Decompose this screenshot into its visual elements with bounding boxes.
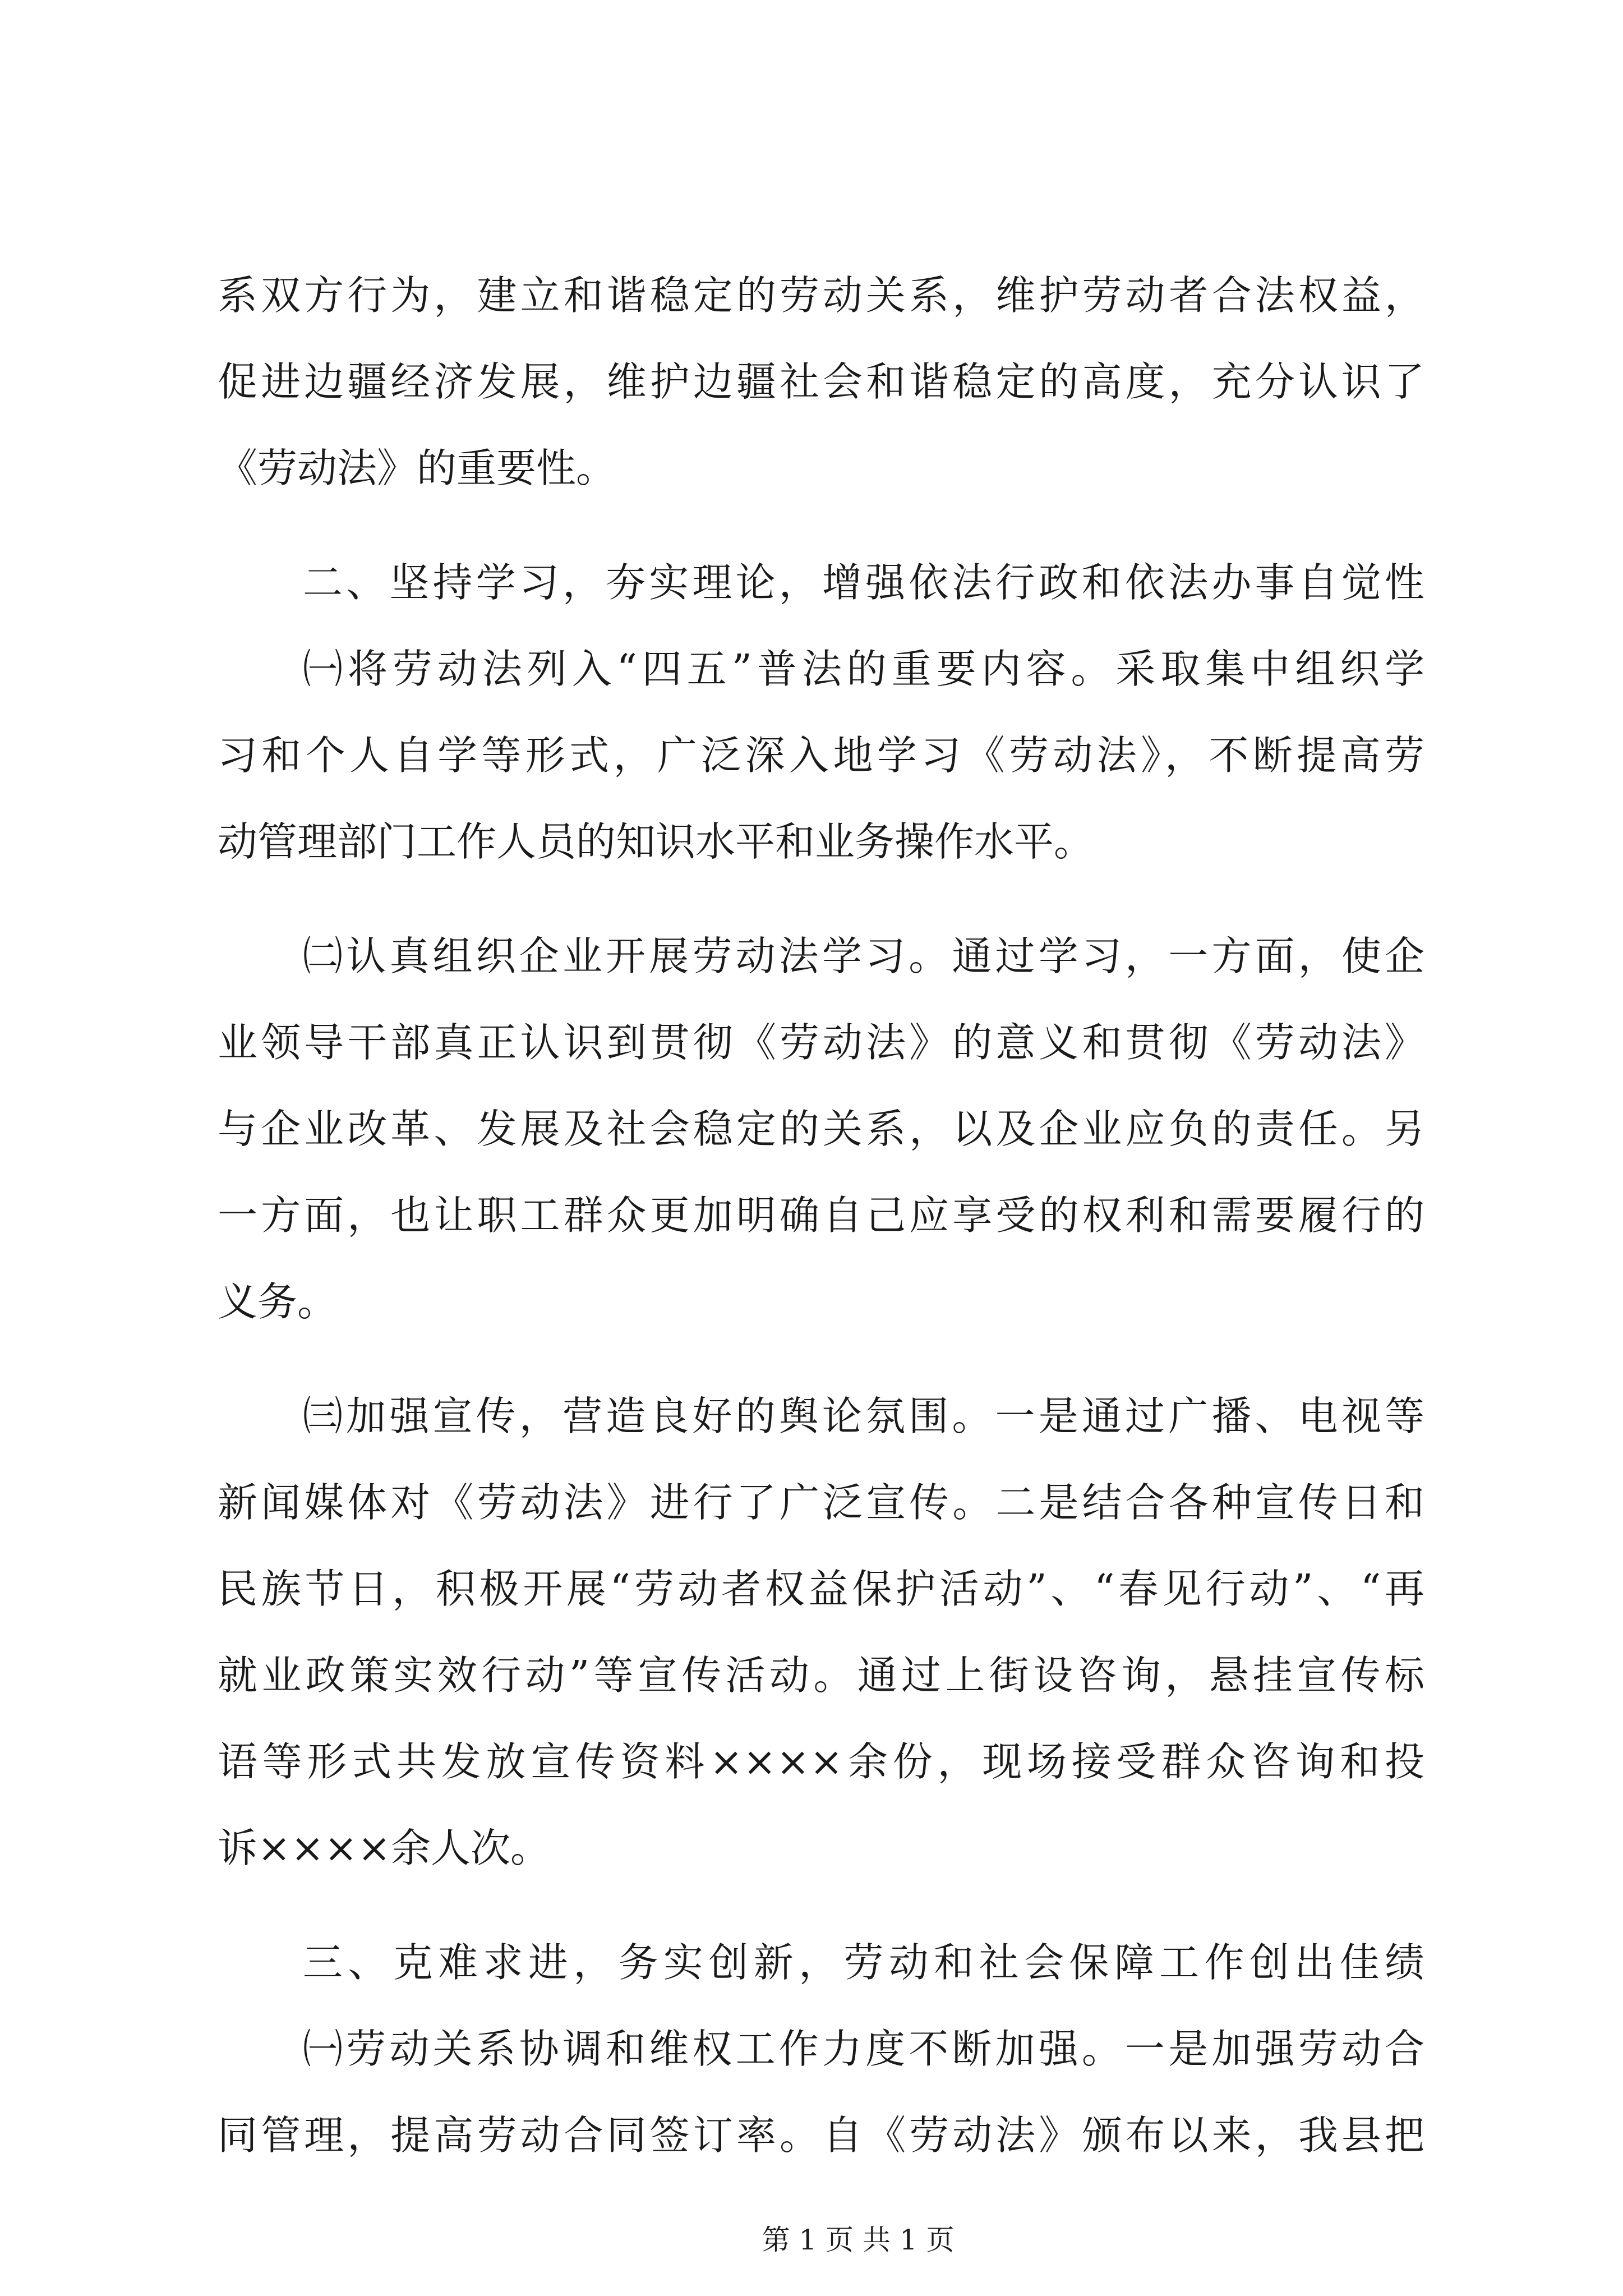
section-heading-text: 二、坚持学习，夯实理论，增强依法行政和依法办事自觉性 — [303, 559, 1424, 606]
paragraph-line: 民族节日，积极开展“劳动者权益保护活动”、“春见行动”、“再 — [218, 1566, 1424, 1612]
section-heading-text: 三、克难求进，务实创新，劳动和社会保障工作创出佳绩 — [303, 1939, 1424, 1986]
paragraph-line: ㈠劳动关系协调和维权工作力度不断加强。一是加强劳动合 — [303, 2026, 1424, 2072]
page-footer: 第 1 页 共 1 页 — [762, 2224, 955, 2256]
paragraph-line: ㈡认真组织企业开展劳动法学习。通过学习，一方面，使企 — [303, 933, 1424, 979]
paragraph-line: 习和个人自学等形式，广泛深入地学习《劳动法》，不断提高劳 — [218, 732, 1424, 779]
paragraph-line: 《劳动法》的重要性。 — [218, 445, 616, 491]
paragraph-line: 促进边疆经济发展，维护边疆社会和谐稳定的高度，充分认识了 — [218, 358, 1424, 405]
paragraph-line: 诉××××余人次。 — [218, 1825, 550, 1871]
paragraph-line: ㈢加强宣传，营造良好的舆论氛围。一是通过广播、电视等 — [303, 1393, 1424, 1439]
paragraph-line: 一方面，也让职工群众更加明确自己应享受的权利和需要履行的 — [218, 1192, 1424, 1239]
paragraph-line: 与企业改革、发展及社会稳定的关系，以及企业应负的责任。另 — [218, 1106, 1424, 1152]
paragraph-line: 义务。 — [218, 1278, 338, 1325]
paragraph-line: 语等形式共发放宣传资料××××余份，现场接受群众咨询和投 — [218, 1738, 1424, 1785]
paragraph — [218, 626, 1424, 885]
paragraph — [218, 2006, 1424, 2179]
document-body — [218, 252, 1424, 2179]
paragraph — [218, 252, 1424, 512]
paragraph-line: 新闻媒体对《劳动法》进行了广泛宣传。二是结合各种宣传日和 — [218, 1479, 1424, 1526]
paragraph-line: 业领导干部真正认识到贯彻《劳动法》的意义和贯彻《劳动法》 — [218, 1019, 1424, 1066]
paragraph — [218, 913, 1424, 1345]
paragraph-line: ㈠将劳动法列入“四五”普法的重要内容。采取集中组织学 — [303, 646, 1424, 692]
paragraph-line: 同管理，提高劳动合同签订率。自《劳动法》颁布以来，我县把 — [218, 2112, 1424, 2159]
section-heading — [218, 540, 1424, 626]
paragraph-line: 动管理部门工作人员的知识水平和业务操作水平。 — [218, 818, 1094, 865]
paragraph-line: 系双方行为，建立和谐稳定的劳动关系，维护劳动者合法权益， — [218, 272, 1424, 319]
section-heading — [218, 1920, 1424, 2006]
paragraph — [218, 1373, 1424, 1892]
paragraph-line: 就业政策实效行动”等宣传活动。通过上街设咨询，悬挂宣传标 — [218, 1652, 1424, 1699]
